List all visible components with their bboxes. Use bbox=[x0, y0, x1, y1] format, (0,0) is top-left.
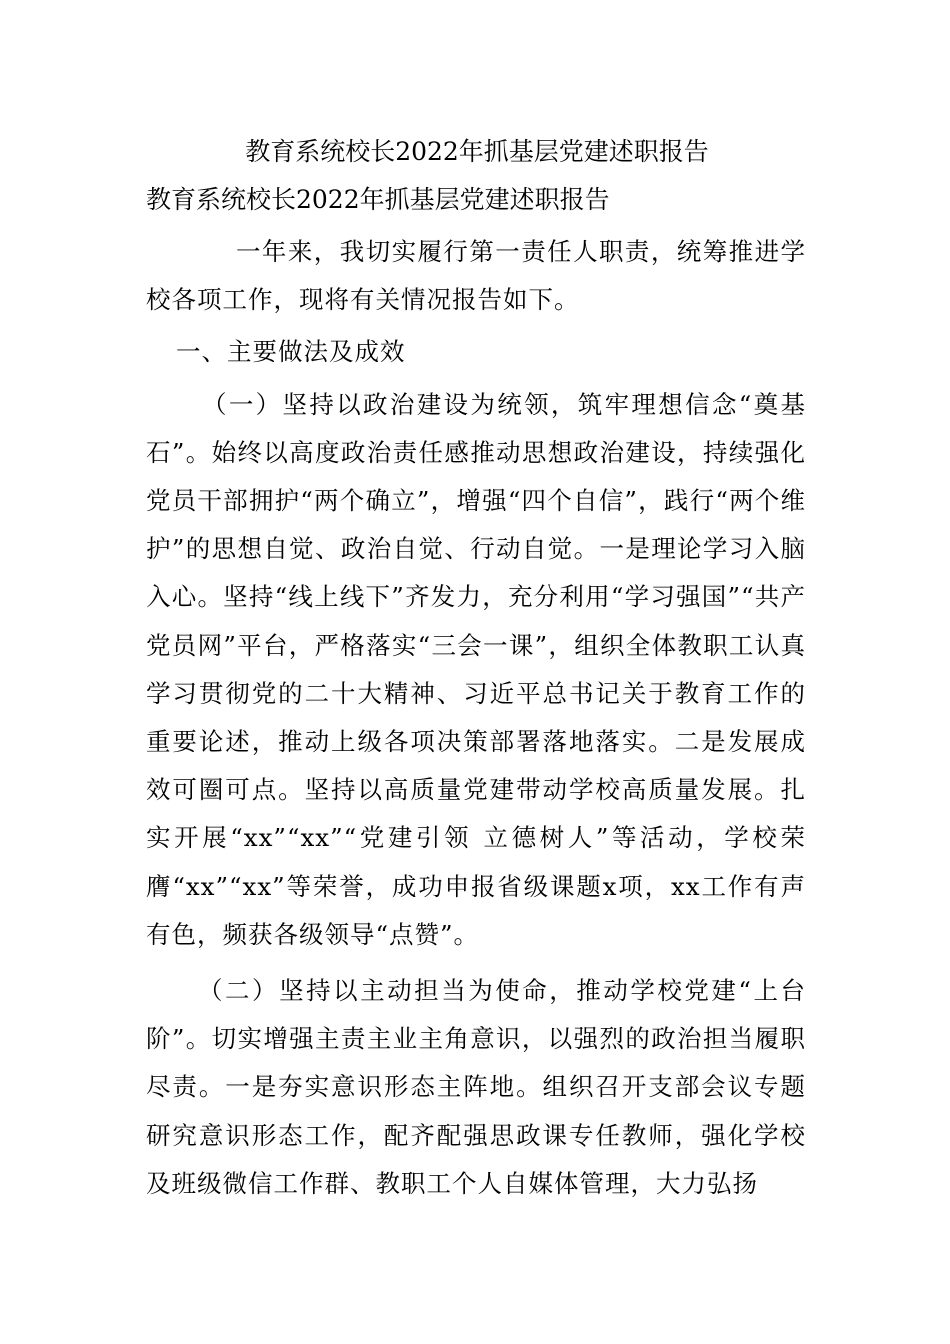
subsection-paragraph-1: （一）坚持以政治建设为统领，筑牢理想信念“奠基石”。始终以高度政治责任感推动思想政治建设，持续强化党员干部拥护“两个确立”，增强“四个自信”，践行“两个维护”的思想自觉、政治自觉、行动自觉。一是理论学习入脑入心。坚持“线上线下”齐发力，充分利用“学习强国”“共产党员网”平台，严格落实“三会一课”，组织全体教职工认真学习贯彻党的二十大精神、习近平总书记关于教育工作的重要论述，推动上级各项决策部署落地落实。二是发展成效可圈可点。坚持以高质量党建带动学校高质量发展。扎实开展“xx”“xx”“党建引领 立德树人”等活动，学校荣膺“xx”“xx”等荣誉，成功申报省级课题x项，xx工作有声有色，频获各级领导“点赞”。 bbox=[146, 389, 806, 949]
section-heading: 一、主要做法及成效 bbox=[176, 337, 406, 367]
document-title: 教育系统校长2022年抓基层党建述职报告 bbox=[245, 137, 709, 166]
intro-paragraph: 一年来，我切实履行第一责任人职责，统筹推进学校各项工作，现将有关情况报告如下。 bbox=[146, 237, 806, 315]
document-body bbox=[146, 228, 806, 1208]
subsection-paragraph-2: （二）坚持以主动担当为使命，推动学校党建“上台阶”。切实增强主责主业主角意识，以强烈的政治担当履职尽责。一是夯实意识形态主阵地。组织召开支部会议专题研究意识形态工作，配齐配强思政课专任教师，强化学校及班级微信工作群、教职工个人自媒体管理，大力弘扬 bbox=[146, 976, 806, 1198]
document-subtitle: 教育系统校长2022年抓基层党建述职报告 bbox=[146, 185, 610, 214]
